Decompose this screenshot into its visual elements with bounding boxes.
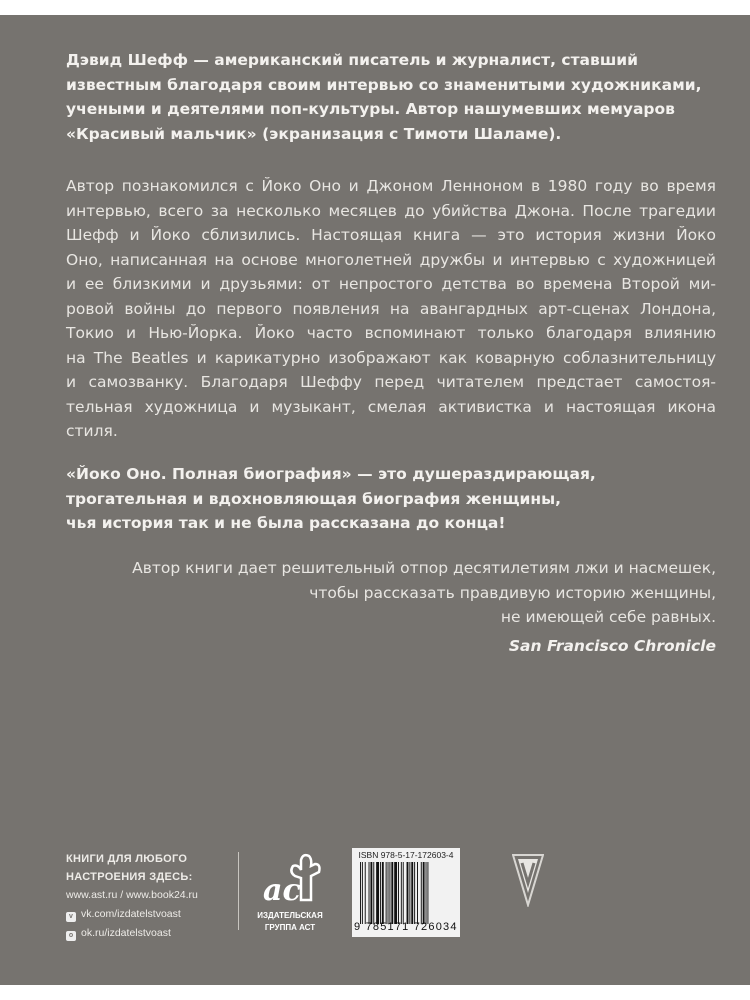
cactus-logo-icon <box>245 850 335 910</box>
imprint-v-logo-icon <box>512 853 544 907</box>
barcode-bar <box>411 862 413 924</box>
intro-line: учеными и деятелями поп-культуры. Автор нашумевших мемуаров <box>66 100 675 118</box>
description-line: и ее близкими и друзьями: от непростого детства во времена Второй ми- <box>66 275 716 293</box>
barcode-bar <box>414 862 415 924</box>
review-line: Автор книги дает решительный отпор десятилетиям лжи и насмешек, <box>132 559 716 577</box>
barcode-bar <box>376 862 379 924</box>
vk-link-text: vk.com/izdatelstvoast <box>81 908 181 920</box>
barcode-bar <box>380 862 381 924</box>
description-line: Автор познакомился с Йоко Оно и Джоном Ленноном в 1980 году во время <box>66 177 716 195</box>
description-line: ровой войны до первого появления на авангардных арт-сценах Лондона, <box>66 299 716 318</box>
barcode-bar <box>394 862 397 924</box>
publisher-name-line: ИЗДАТЕЛЬСКАЯ <box>257 911 323 920</box>
barcode-bar <box>423 862 425 924</box>
logo-lettering: ас <box>263 873 301 908</box>
tagline-line: чья история так и не была рассказана до конца! <box>66 514 506 532</box>
barcode-bar <box>365 862 366 924</box>
ean-digits: 9 785171 726034 <box>354 921 458 933</box>
intro-line: «Красивый мальчик» (экранизация с Тимоти Шаламе). <box>66 124 562 143</box>
footer-heading: КНИГИ ДЛЯ ЛЮБОГО <box>66 853 188 865</box>
tagline-line: «Йоко Оно. Полная биография» — это душераздирающая, <box>66 465 596 483</box>
footer-heading: НАСТРОЕНИЯ ЗДЕСЬ: <box>66 871 193 883</box>
review-line: чтобы рассказать правдивую историю женщины, <box>309 583 716 602</box>
barcode-bar <box>389 862 390 924</box>
barcode-bar <box>398 862 399 924</box>
isbn-number: ISBN 978-5-17-172603-4 <box>358 850 454 860</box>
publisher-name <box>245 910 335 934</box>
ast-publisher-logo <box>245 850 335 940</box>
barcode-bar <box>373 862 374 924</box>
barcode-bar <box>403 862 404 924</box>
barcode-bar <box>362 862 363 924</box>
description-line: Токио и Нью-Йорка. Йоко часто вспоминают только благодаря влиянию <box>66 324 716 342</box>
vk-icon: v <box>66 912 76 922</box>
barcode-bars <box>360 862 452 924</box>
description-line: и самозванку. Благодаря Шеффу перед читателем предстает самостоя- <box>66 373 716 391</box>
review-source: San Francisco Chronicle <box>508 636 716 655</box>
description-line: Шефф и Йоко сблизились. Настоящая книга — это история жизни Йоко <box>66 226 716 244</box>
barcode-bar <box>407 862 409 924</box>
barcode-bar <box>409 862 410 924</box>
review-quote <box>66 556 716 658</box>
barcode-bar <box>421 862 422 924</box>
book-description <box>66 174 716 444</box>
description-line: Оно, написанная на основе многолетней дружбы и интервью с художницей <box>66 250 716 269</box>
barcode-bar <box>369 862 370 924</box>
intro-line: Дэвид Шефф — американский писатель и журналист, ставший <box>66 51 639 69</box>
barcode-bar <box>360 862 361 924</box>
barcode-bar <box>426 862 427 924</box>
ok-link[interactable] <box>66 924 198 943</box>
barcode-bar <box>388 862 389 924</box>
tagline-line: трогательная и вдохновляющая биография женщины, <box>66 489 561 508</box>
barcode-bar <box>427 862 428 924</box>
description-line: тельная художница и музыкант, смелая активистка и настоящая икона <box>66 397 716 416</box>
author-intro <box>66 48 716 146</box>
publisher-name-line: ГРУППА АСТ <box>264 923 316 932</box>
vk-link[interactable] <box>66 905 198 924</box>
barcode-bar <box>401 862 402 924</box>
barcode-bar <box>386 862 387 924</box>
barcode-bar <box>382 862 384 924</box>
barcode-bar <box>391 862 393 924</box>
tagline <box>66 462 716 536</box>
barcode-bar <box>417 862 418 924</box>
website-links[interactable]: www.ast.ru / www.book24.ru <box>66 889 198 901</box>
review-line: не имеющей себе равных. <box>500 608 716 626</box>
isbn-barcode <box>352 848 460 937</box>
footer-divider <box>238 852 239 930</box>
barcode-bar <box>370 862 372 924</box>
description-line: стиля. <box>66 422 118 440</box>
description-line: интервью, всего за несколько месяцев до убийства Джона. После трагедии <box>66 201 716 220</box>
footer-links <box>66 850 198 943</box>
ok-link-text: ok.ru/izdatelstvoast <box>81 927 171 939</box>
description-line: на The Beatles и карикатурно изображают как коварную соблазнительницу <box>66 348 716 367</box>
ok-icon: o <box>66 931 76 941</box>
intro-line: известным благодаря своим интервью со знаменитыми художниками, <box>66 75 702 94</box>
